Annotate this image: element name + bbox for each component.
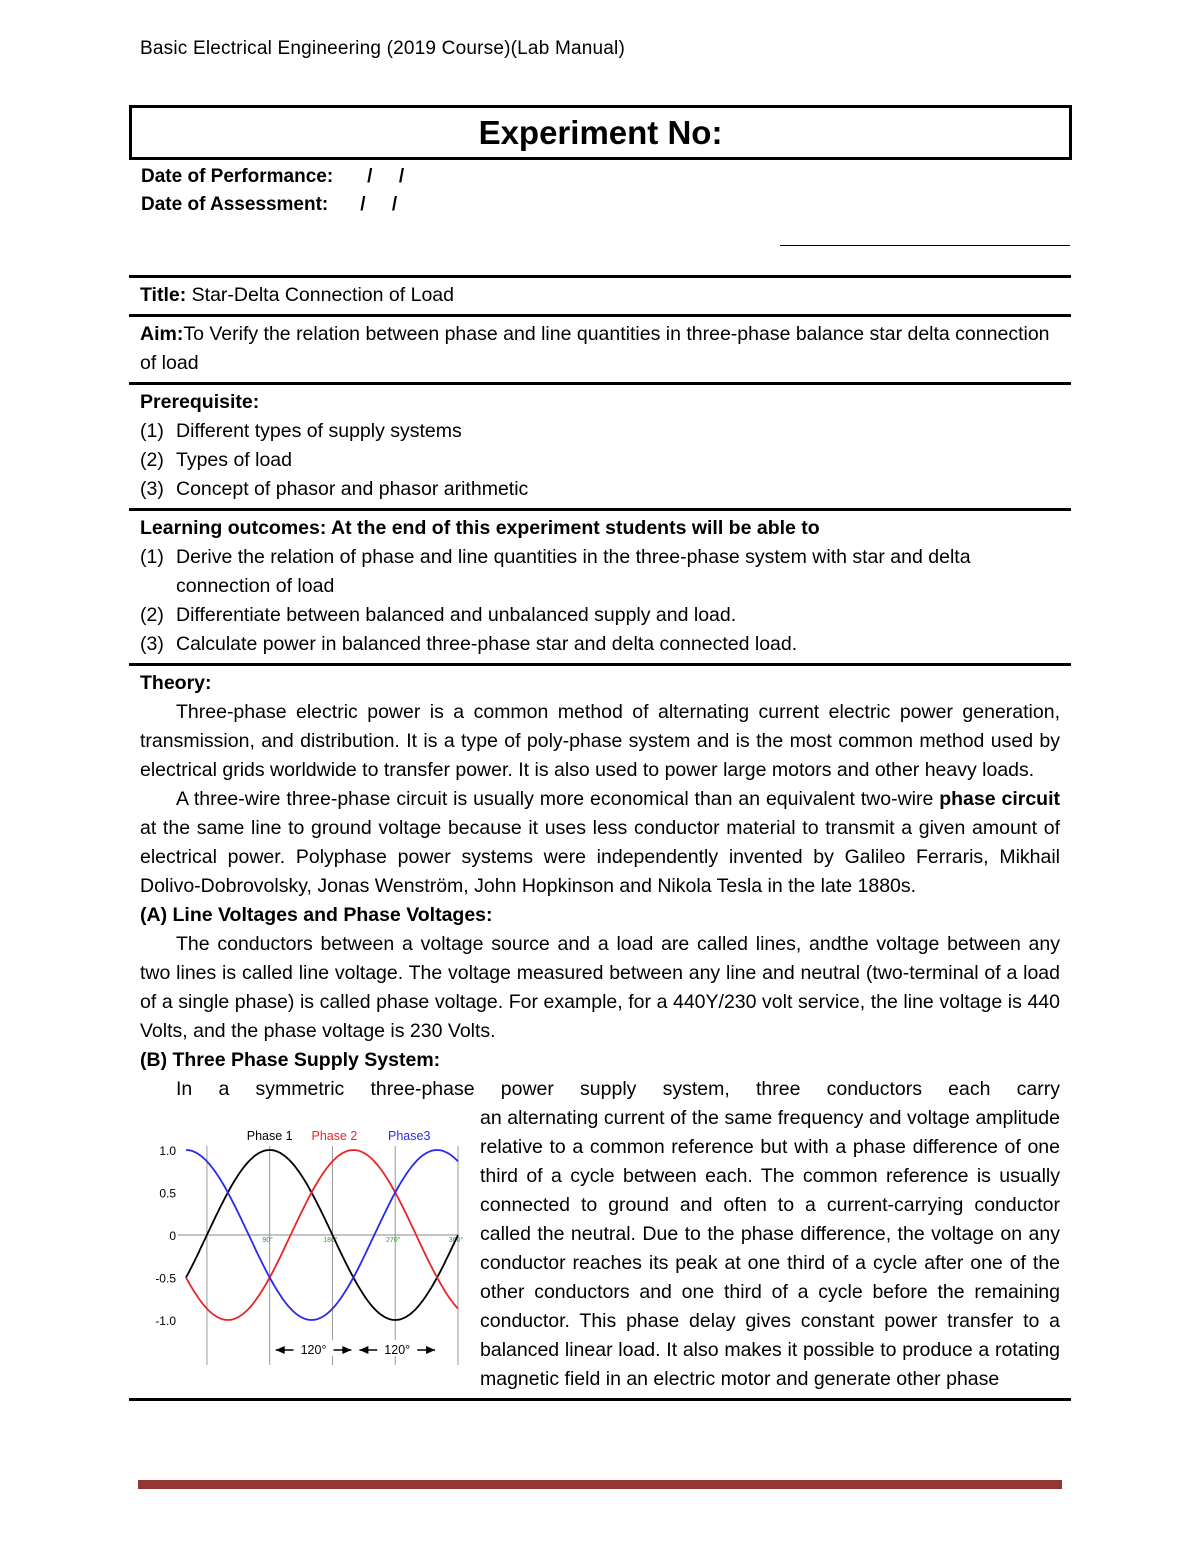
angle-label: 270° <box>385 1237 401 1244</box>
section-b-paragraph: an alternating current of the same frequency and voltage amplitude relative to a common reference but with a phase difference of one third of a cycle between each. The common reference is usually connected to ground and often to a current-carrying conductor called the neutral. Due to the phase difference, the voltage on any conductor reaches its peak at one third of a cycle after one of the other conductors and one third of a cycle before the remaining conductor. This phase delay gives constant power transfer to a balanced linear load. It also makes it possible to produce a rotating magnetic field in an electric motor and generate other phase <box>480 1107 1060 1390</box>
list-item-number: (3) <box>140 633 164 655</box>
y-tick-label: -0.5 <box>155 1271 176 1286</box>
title-label: Title: <box>140 284 187 306</box>
list-item-text: Types of load <box>176 449 292 471</box>
section-b-first-line: In a symmetric three-phase power supply system, three conductors each carry <box>176 1078 1060 1100</box>
aim-row <box>129 314 1071 382</box>
three-phase-waveform-figure <box>140 1110 480 1440</box>
list-item <box>140 417 1060 446</box>
date-of-assessment-label: Date of Assessment: <box>141 194 329 215</box>
spacing-arrowhead-right <box>426 1346 435 1354</box>
date-of-assessment <box>141 191 404 219</box>
dates-block <box>141 163 404 219</box>
page-header: Basic Electrical Engineering (2019 Course)(Lab Manual) <box>140 38 625 59</box>
spacing-label: 120° <box>384 1343 411 1357</box>
list-item-number: (2) <box>140 604 164 626</box>
prerequisite-list <box>140 417 1060 504</box>
angle-label: 360° <box>448 1237 464 1244</box>
signature-line <box>780 245 1070 246</box>
title-text: Star-Delta Connection of Load <box>186 284 454 306</box>
date-of-performance <box>141 163 404 191</box>
legend-label-3: Phase3 <box>388 1129 431 1143</box>
section-a-paragraph: The conductors between a voltage source and a load are called lines, andthe voltage between any two lines is called line voltage. The voltage measured between any line and neutral (two-terminal of a load of a single phase) is called phase voltage. For example, for a 440Y/230 volt service, the line voltage is 440 Volts, and the phase voltage is 230 Volts. <box>140 933 1060 1042</box>
content-table <box>129 275 1071 1440</box>
section-b-heading: (B) Three Phase Supply System: <box>140 1049 441 1071</box>
title-row <box>129 275 1071 314</box>
list-item <box>140 630 1060 659</box>
spacing-arrowhead-left <box>276 1346 285 1354</box>
list-item <box>140 543 1060 601</box>
aim-text: To Verify the relation between phase and line quantities in three-phase balance star delta connection of load <box>140 323 1050 374</box>
list-item-text: Concept of phasor and phasor arithmetic <box>176 478 529 500</box>
outcomes-label: Learning outcomes: At the end of this experiment students will be able to <box>140 517 820 539</box>
date-of-performance-label: Date of Performance: <box>141 166 334 187</box>
legend-label-2: Phase 2 <box>311 1129 358 1143</box>
y-tick-label: -1.0 <box>155 1314 176 1328</box>
aim-label: Aim: <box>140 323 184 345</box>
list-item <box>140 475 1060 504</box>
list-item-number: (1) <box>140 546 164 568</box>
spacing-arrowhead-left <box>359 1346 368 1354</box>
theory-paragraph-2-bold: phase circuit <box>939 788 1060 810</box>
list-item-text: Different types of supply systems <box>176 420 462 442</box>
list-item <box>140 446 1060 475</box>
spacing-arrowhead-right <box>342 1346 351 1354</box>
date-of-assessment-value: / / <box>360 194 398 215</box>
experiment-title: Experiment No: <box>129 105 1072 160</box>
theory-paragraph-2-end: at the same line to ground voltage because it uses less conductor material to transmit a given amount of electrical power. Polyphase power systems were independently invented by Galileo Ferraris, Mikhail Dolivo-Dobrovolsky, Jonas Wenström, John Hopkinson and Nikola Tesla in the late 1880s. <box>140 817 1060 897</box>
theory-row <box>129 663 1071 1401</box>
legend-label-1: Phase 1 <box>246 1129 293 1143</box>
angle-label: 180° <box>323 1237 338 1244</box>
theory-paragraph-1: Three-phase electric power is a common method of alternating current electric power generation, transmission, and distribution. It is a type of poly-phase system and is the most common method used by electrical grids worldwide to transfer power. It is also used to power large motors and other heavy loads. <box>140 701 1060 781</box>
list-item-text: Differentiate between balanced and unbalanced supply and load. <box>176 604 737 626</box>
spacing-label: 120° <box>300 1343 327 1357</box>
prerequisite-row <box>129 382 1071 508</box>
angle-label: 90° <box>262 1237 273 1244</box>
outcomes-list <box>140 543 1060 659</box>
list-item-text: Derive the relation of phase and line quantities in the three-phase system with star and delta connection of load <box>176 546 971 597</box>
three-phase-waveform-chart <box>144 1112 464 1422</box>
prerequisite-label: Prerequisite: <box>140 391 260 413</box>
theory-paragraph-2 <box>140 785 1060 901</box>
section-a-heading: (A) Line Voltages and Phase Voltages: <box>140 904 493 926</box>
outcomes-row <box>129 508 1071 663</box>
list-item-text: Calculate power in balanced three-phase star and delta connected load. <box>176 633 798 655</box>
list-item <box>140 601 1060 630</box>
list-item-number: (3) <box>140 478 164 500</box>
date-of-performance-value: / / <box>367 166 405 187</box>
y-tick-label: 0.5 <box>159 1186 176 1201</box>
theory-label: Theory: <box>140 672 212 694</box>
y-tick-label: 0 <box>169 1229 176 1243</box>
list-item-number: (2) <box>140 449 164 471</box>
footer-bar <box>138 1480 1062 1489</box>
y-tick-label: 1.0 <box>159 1144 176 1158</box>
theory-paragraph-2-start: A three-wire three-phase circuit is usually more economical than an equivalent two-wire <box>176 788 940 810</box>
list-item-number: (1) <box>140 420 164 442</box>
